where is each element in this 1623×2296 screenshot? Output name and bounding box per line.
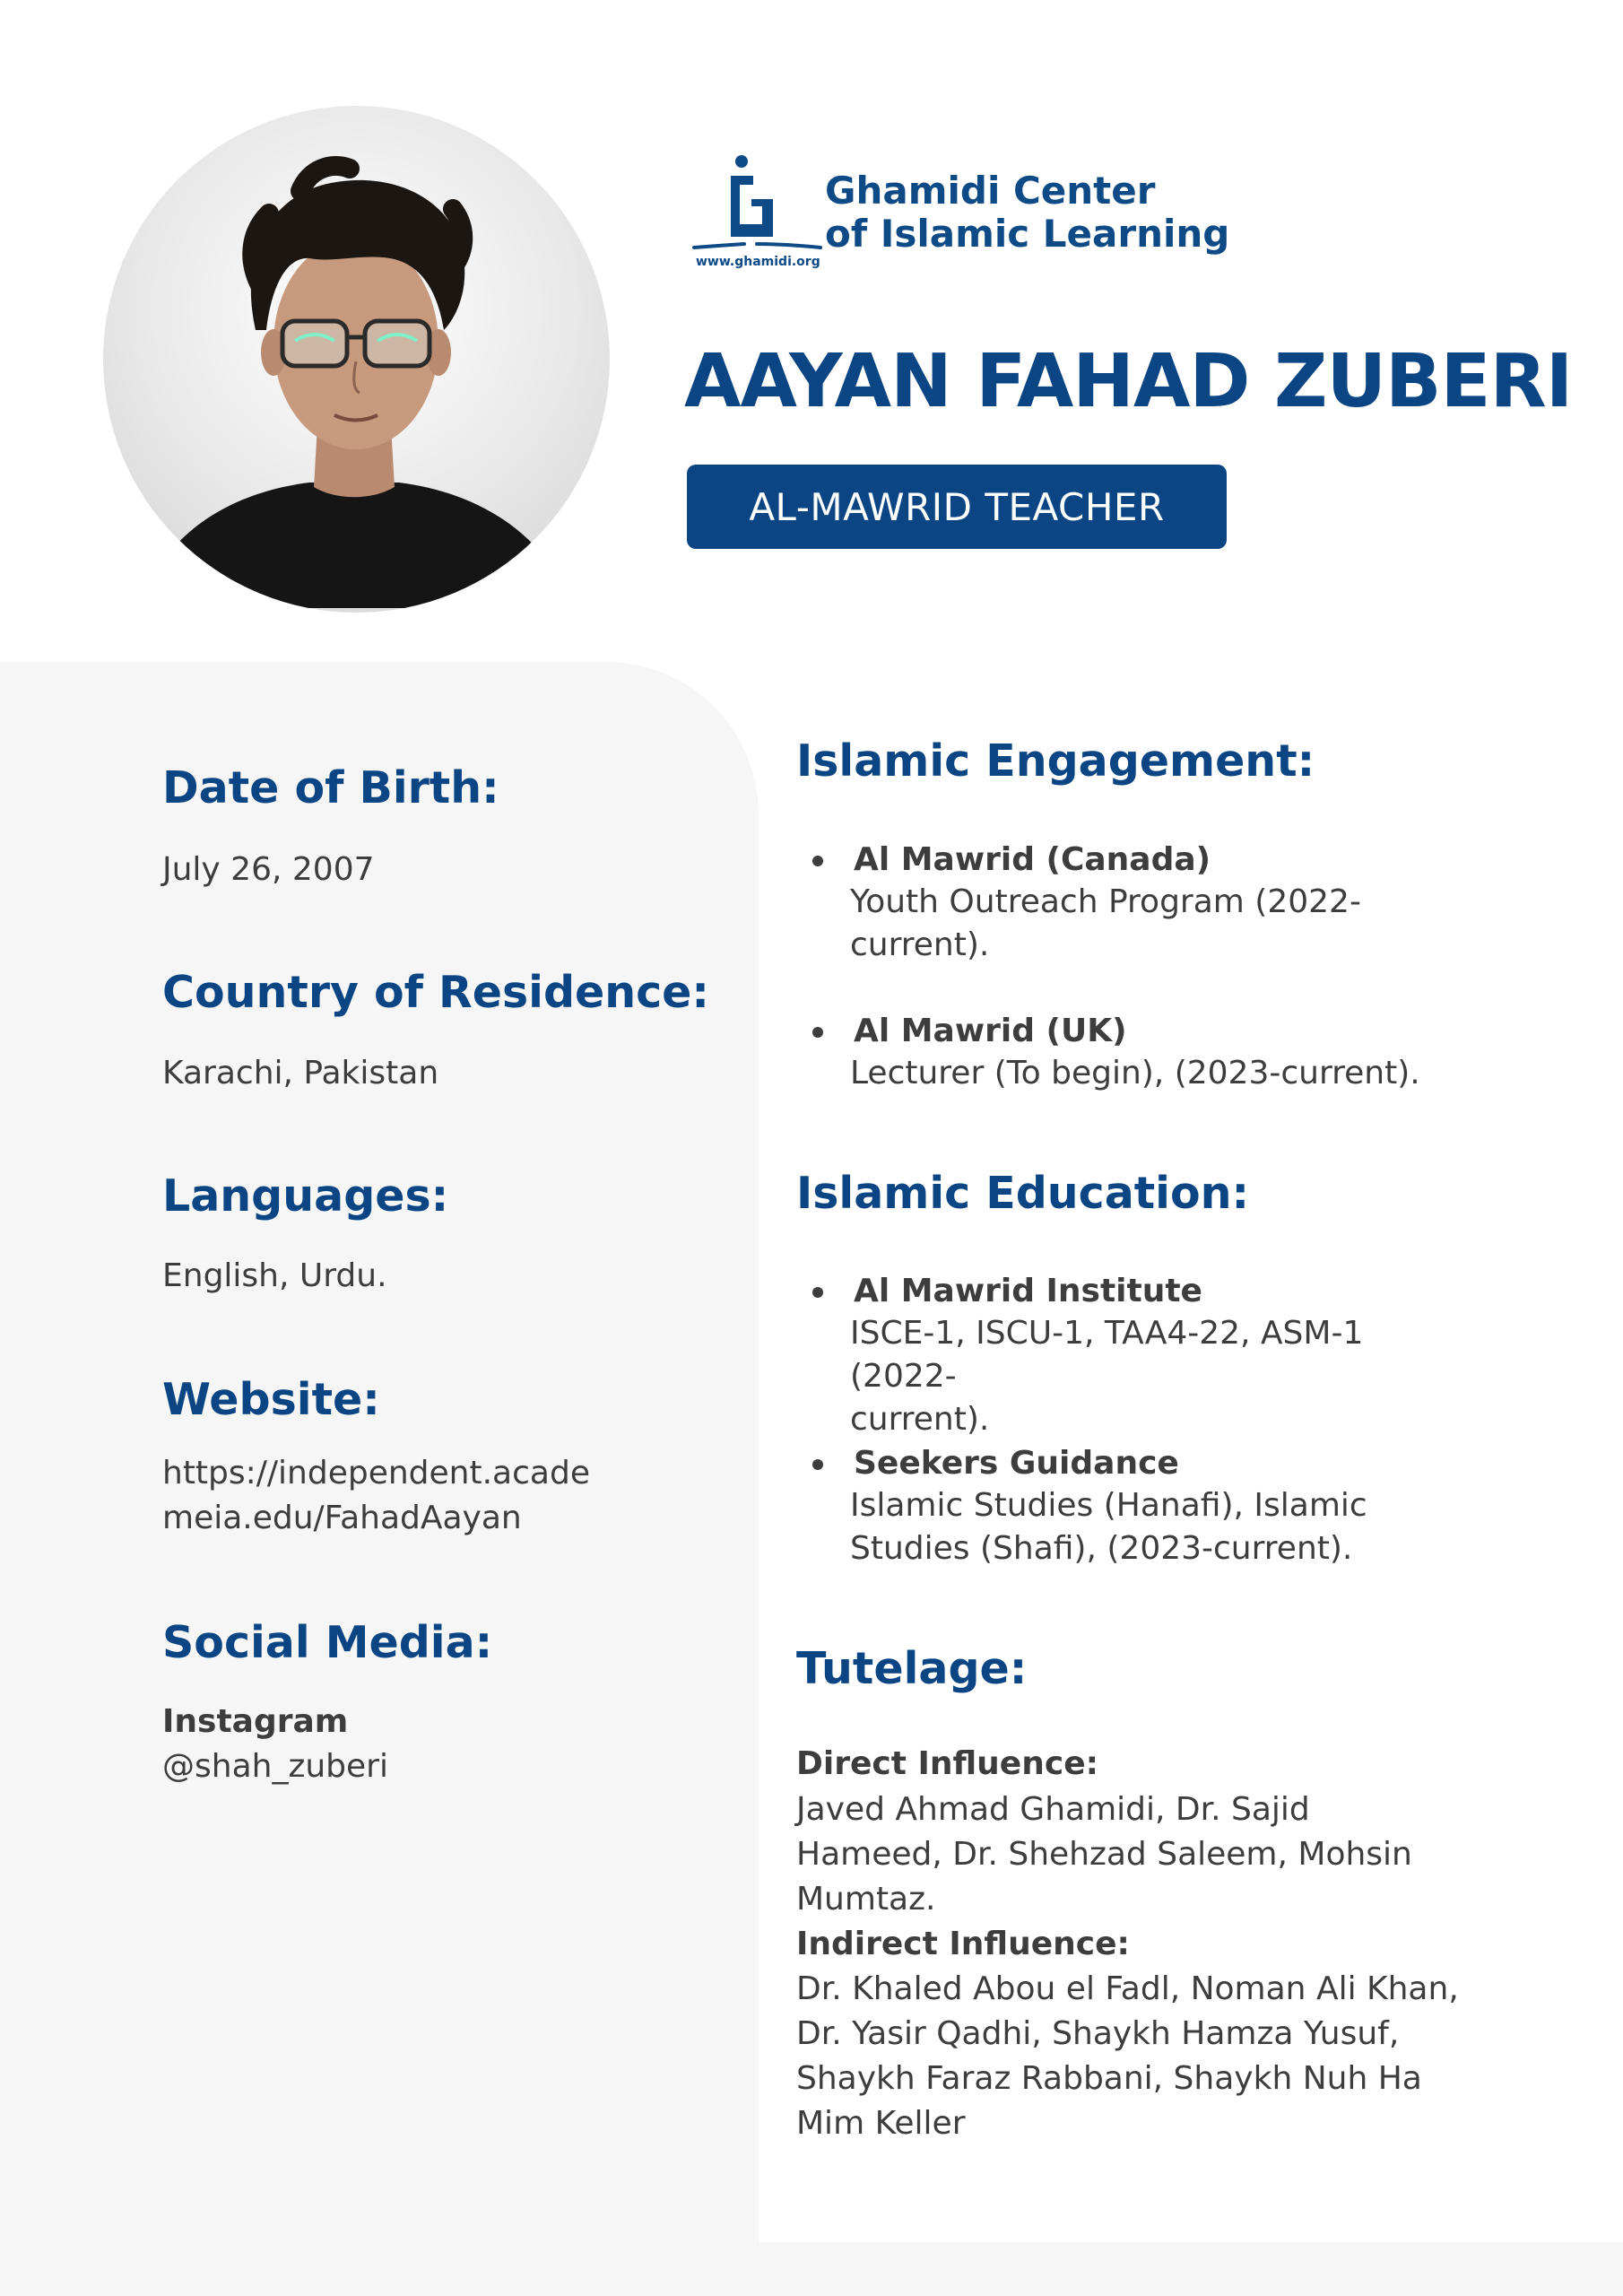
languages-label: Languages: bbox=[162, 1170, 449, 1222]
education-item-head: Seekers Guidance bbox=[854, 1445, 1179, 1482]
website-line2[interactable]: meia.edu/FahadAayan bbox=[162, 1500, 522, 1536]
website-label: Website: bbox=[162, 1374, 380, 1425]
desc-line: ISCE-1, ISCU-1, TAA4-22, ASM-1 (2022- bbox=[850, 1315, 1364, 1395]
indirect-influence-line: Mim Keller bbox=[796, 2105, 966, 2142]
desc-line: Youth Outreach Program (2022- bbox=[850, 883, 1361, 920]
engagement-item-desc bbox=[850, 1052, 1478, 1095]
indirect-influence-line: Shaykh Faraz Rabbani, Shaykh Nuh Ha bbox=[796, 2060, 1422, 2097]
tutelage-title: Tutelage: bbox=[796, 1643, 1028, 1694]
education-item-head: Al Mawrid Institute bbox=[854, 1273, 1202, 1309]
bullet-icon bbox=[812, 1459, 823, 1470]
direct-influence-label: Direct Influence: bbox=[796, 1745, 1099, 1782]
profile-photo bbox=[103, 106, 610, 613]
role-badge: AL-MAWRID TEACHER bbox=[687, 465, 1227, 549]
indirect-influence-label: Indirect Influence: bbox=[796, 1926, 1130, 1962]
bottom-strip bbox=[759, 2242, 1623, 2296]
logo-url: www.ghamidi.org bbox=[696, 255, 820, 269]
bullet-icon bbox=[812, 1287, 823, 1298]
engagement-item-head: Al Mawrid (Canada) bbox=[854, 841, 1211, 878]
desc-line: current). bbox=[850, 926, 990, 963]
ghamidi-logo bbox=[690, 151, 1230, 276]
bullet-icon bbox=[812, 856, 823, 866]
desc-line: Lecturer (To begin), (2023-current). bbox=[850, 1055, 1420, 1091]
logo-line1: Ghamidi Center bbox=[825, 169, 1156, 213]
direct-influence-line: Javed Ahmad Ghamidi, Dr. Sajid bbox=[796, 1791, 1310, 1828]
direct-influence-line: Mumtaz. bbox=[796, 1881, 936, 1918]
desc-line: Islamic Studies (Hanafi), Islamic bbox=[850, 1487, 1367, 1524]
engagement-title: Islamic Engagement: bbox=[796, 735, 1315, 787]
education-item-desc bbox=[850, 1484, 1478, 1570]
social-platform: Instagram bbox=[162, 1703, 349, 1740]
engagement-item-head: Al Mawrid (UK) bbox=[854, 1013, 1127, 1049]
education-title: Islamic Education: bbox=[796, 1168, 1250, 1219]
desc-line: current). bbox=[850, 1401, 990, 1438]
country-label: Country of Residence: bbox=[162, 967, 710, 1018]
social-label: Social Media: bbox=[162, 1617, 493, 1668]
dob-label: Date of Birth: bbox=[162, 762, 499, 813]
direct-influence-line: Hameed, Dr. Shehzad Saleem, Mohsin bbox=[796, 1836, 1412, 1873]
logo-line2: of Islamic Learning bbox=[825, 212, 1230, 256]
ghamidi-logo-icon bbox=[690, 151, 825, 258]
country-value: Karachi, Pakistan bbox=[162, 1055, 439, 1091]
social-handle[interactable]: @shah_zuberi bbox=[162, 1748, 388, 1785]
dob-value: July 26, 2007 bbox=[162, 851, 375, 888]
bullet-icon bbox=[812, 1027, 823, 1038]
languages-value: English, Urdu. bbox=[162, 1257, 387, 1294]
engagement-item-desc bbox=[850, 881, 1478, 967]
desc-line: Studies (Shafi), (2023-current). bbox=[850, 1530, 1353, 1567]
indirect-influence-line: Dr. Khaled Abou el Fadl, Noman Ali Khan, bbox=[796, 1970, 1459, 2007]
education-item-desc bbox=[850, 1312, 1478, 1441]
profile-name: AAYAN FAHAD ZUBERI bbox=[684, 339, 1573, 424]
website-line1[interactable]: https://independent.acade bbox=[162, 1455, 590, 1492]
profile-photo-illustration bbox=[103, 106, 610, 613]
indirect-influence-line: Dr. Yasir Qadhi, Shaykh Hamza Yusuf, bbox=[796, 2015, 1400, 2052]
